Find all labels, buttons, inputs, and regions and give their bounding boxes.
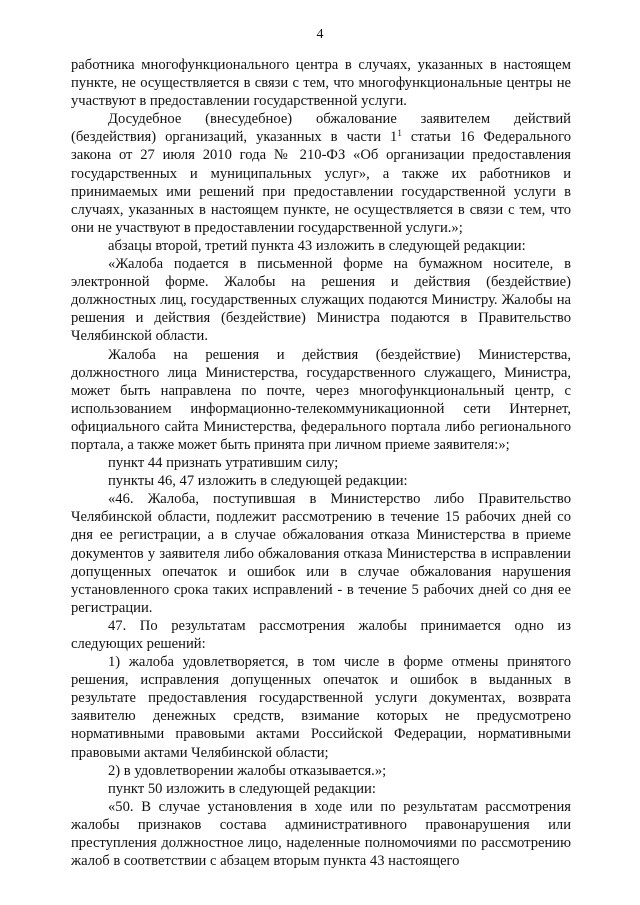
body-text xyxy=(71,56,571,870)
paragraph-2-part-b: статьи 16 Федерального закона от 27 июля 2010 года № 210-ФЗ «Об организации предоставления государственных и муниципальных услуг», а также их работников и принимаемых ими решений при предоставлении государственной услуги в случаях, указанных в настоящем пункте, не осуществляется в связи с тем, что они не участвуют в предоставлении государственной услуги.»; xyxy=(71,129,572,236)
paragraph-1: работника многофункционального центра в случаях, указанных в настоящем пункте, не осуществляется в связи с тем, что многофункциональные центры не участвуют в предоставлении государственной услуги. xyxy=(71,57,571,110)
superscript-1: 1 xyxy=(397,128,402,139)
paragraph-8: «46. Жалоба, поступившая в Министерство либо Правительство Челябинской области, подлежит рассмотрению в течение 15 рабочих дней со дня ее регистрации, а в случае обжалования отказа Министерства в приеме документов у заявителя либо обжалования отказа Министерства в исправлении допущенных опечаток и ошибок или в случае обжалования нарушения установленного срока таких исправлений - в течение 5 рабочих дней со дня ее регистрации. xyxy=(71,491,571,616)
paragraph-9: 47. По результатам рассмотрения жалобы принимается одно из следующих решений: xyxy=(71,617,571,652)
paragraph-6: пункт 44 признать утратившим силу; xyxy=(108,455,339,472)
paragraph-12: пункт 50 изложить в следующей редакции: xyxy=(108,780,376,797)
paragraph-5: Жалоба на решения и действия (бездействие) Министерства, должностного лица Министерства, государственного служащего, Министра, может быть направлена по почте, через многофункциональный центр, с использованием информационно-телекоммуникационной сети Интернет, официального сайта Министерства, федерального портала либо регионального портала, а также может быть принята при личном приеме заявителя:»; xyxy=(71,346,571,453)
paragraph-7: пункты 46, 47 изложить в следующей редакции: xyxy=(108,473,408,490)
paragraph-4: «Жалоба подается в письменной форме на бумажном носителе, в электронной форме. Жалобы на решения и действия (бездействие) должностных лиц, государственных служащих подаются Министру. Жалобы на решения и действия (бездействие) Министра подаются в Правительство Челябинской области. xyxy=(71,256,571,345)
paragraph-2 xyxy=(71,110,571,237)
paragraph-13: «50. В случае установления в ходе или по результатам рассмотрения жалобы признаков состава административного правонарушения или преступления должностное лицо, наделенные полномочиями по рассмотрению жалоб в соответствии с абзацем вторым пункта 43 настоящего xyxy=(71,798,571,870)
paragraph-2-part-a: Досудебное (внесудебное) обжалование заявителем действий (бездействия) организаций, указанных в части 1 xyxy=(71,111,571,146)
page-number: 4 xyxy=(316,27,324,42)
paragraph-11: 2) в удовлетворении жалобы отказывается.»; xyxy=(108,762,387,779)
paragraph-3: абзацы второй, третий пункта 43 изложить в следующей редакции: xyxy=(108,237,526,254)
paragraph-10: 1) жалоба удовлетворяется, в том числе в форме отмены принятого решения, исправления допущенных опечаток и ошибок в выданных в результате предоставления государственной услуги документах, возврата заявителю денежных средств, взимание которых не предусмотрено нормативными правовыми актами Российской Федерации, нормативными правовыми актами Челябинской области; xyxy=(71,654,571,761)
